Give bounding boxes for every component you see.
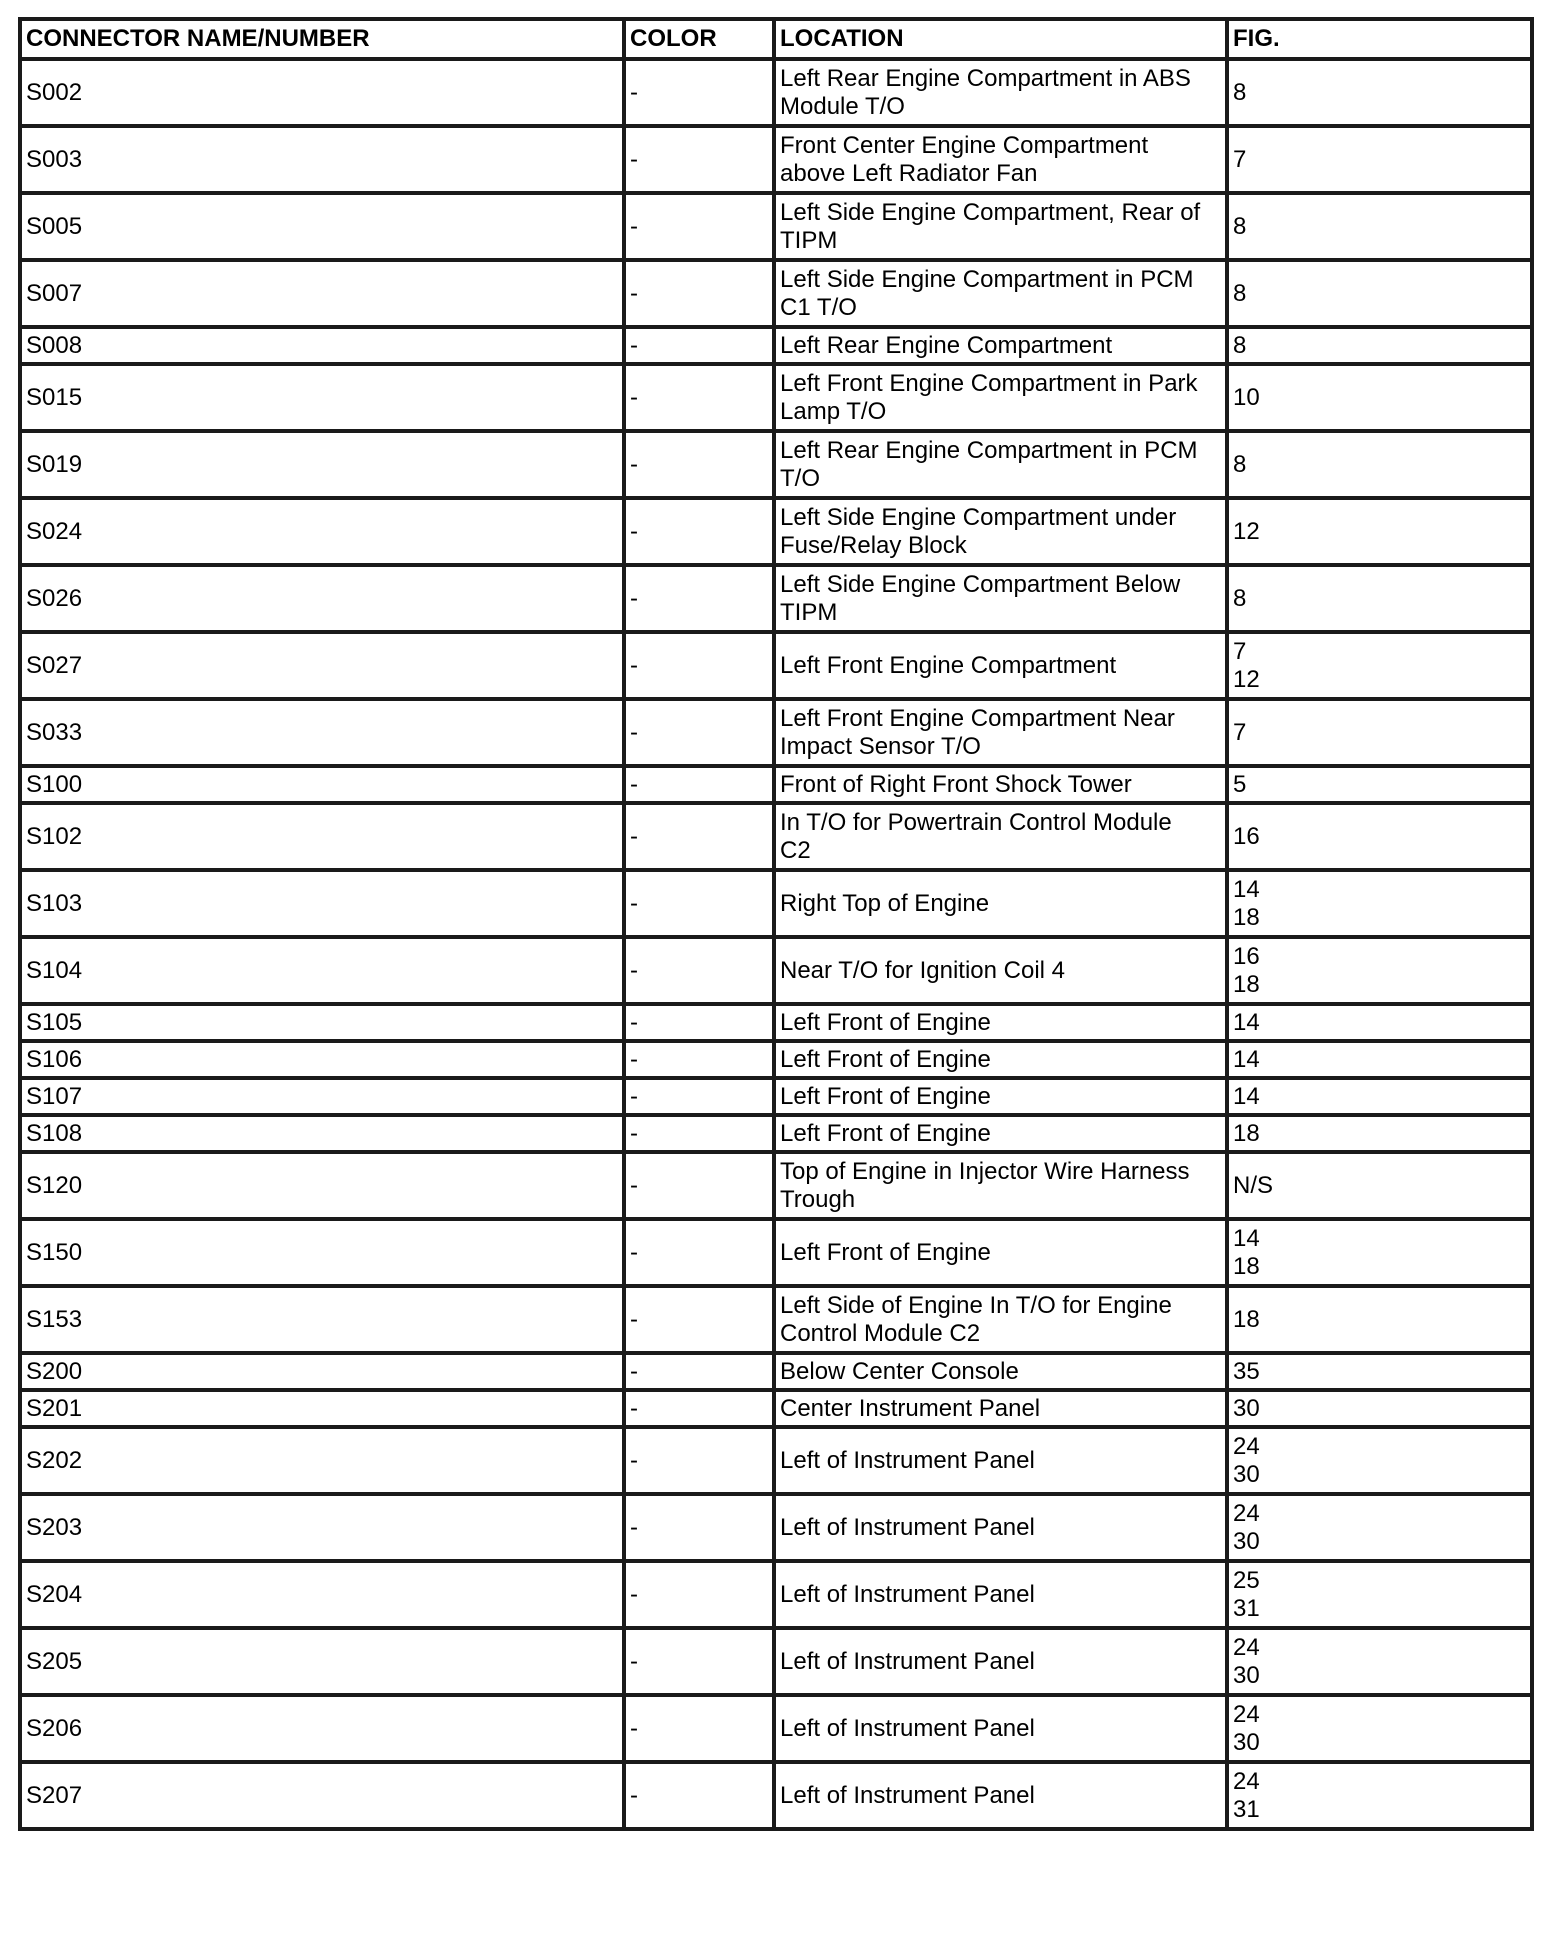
connector-name-cell: S100 bbox=[20, 766, 624, 803]
color-cell: - bbox=[624, 1494, 774, 1561]
location-cell: Left Front Engine Compartment Near Impact Sensor T/O bbox=[774, 699, 1227, 766]
connector-name-cell: S203 bbox=[20, 1494, 624, 1561]
table-row bbox=[20, 803, 1532, 870]
table-row bbox=[20, 1628, 1532, 1695]
fig-cell bbox=[1227, 1286, 1532, 1353]
connector-name-cell: S102 bbox=[20, 803, 624, 870]
fig-value: 5 bbox=[1233, 770, 1247, 798]
location-cell: Left Side Engine Compartment, Rear of TIPM bbox=[774, 193, 1227, 260]
table-row bbox=[20, 1762, 1532, 1829]
fig-cell bbox=[1227, 431, 1532, 498]
fig-cell bbox=[1227, 1390, 1532, 1427]
header-color: COLOR bbox=[624, 19, 774, 59]
fig-value: 18 bbox=[1233, 1305, 1260, 1333]
fig-value: 18 bbox=[1233, 1119, 1260, 1147]
color-cell: - bbox=[624, 870, 774, 937]
fig-cell bbox=[1227, 699, 1532, 766]
color-cell: - bbox=[624, 1762, 774, 1829]
fig-value: 24 bbox=[1233, 1432, 1260, 1460]
fig-cell bbox=[1227, 126, 1532, 193]
location-cell: Left Rear Engine Compartment in ABS Module T/O bbox=[774, 59, 1227, 126]
fig-cell bbox=[1227, 498, 1532, 565]
fig-value: 14 bbox=[1233, 1082, 1260, 1110]
fig-value: 12 bbox=[1233, 665, 1260, 693]
table-row bbox=[20, 1390, 1532, 1427]
table-row bbox=[20, 1353, 1532, 1390]
connector-name-cell: S205 bbox=[20, 1628, 624, 1695]
color-cell: - bbox=[624, 1561, 774, 1628]
connector-name-cell: S106 bbox=[20, 1041, 624, 1078]
fig-value: 14 bbox=[1233, 875, 1260, 903]
color-cell: - bbox=[624, 59, 774, 126]
fig-value: 30 bbox=[1233, 1728, 1260, 1756]
fig-value: 25 bbox=[1233, 1566, 1260, 1594]
connector-name-cell: S033 bbox=[20, 699, 624, 766]
color-cell: - bbox=[624, 1041, 774, 1078]
fig-value: 8 bbox=[1233, 450, 1247, 478]
location-cell: Near T/O for Ignition Coil 4 bbox=[774, 937, 1227, 1004]
connector-name-cell: S153 bbox=[20, 1286, 624, 1353]
table-row bbox=[20, 193, 1532, 260]
header-location: LOCATION bbox=[774, 19, 1227, 59]
header-fig: FIG. bbox=[1227, 19, 1532, 59]
fig-cell bbox=[1227, 1628, 1532, 1695]
fig-value: 30 bbox=[1233, 1460, 1260, 1488]
location-cell: Left of Instrument Panel bbox=[774, 1628, 1227, 1695]
fig-cell bbox=[1227, 1219, 1532, 1286]
header-connector: CONNECTOR NAME/NUMBER bbox=[20, 19, 624, 59]
fig-value: 35 bbox=[1233, 1357, 1260, 1385]
location-cell: Center Instrument Panel bbox=[774, 1390, 1227, 1427]
location-cell: Left Side Engine Compartment in PCM C1 T/O bbox=[774, 260, 1227, 327]
fig-value: N/S bbox=[1233, 1171, 1274, 1199]
connector-name-cell: S024 bbox=[20, 498, 624, 565]
location-cell: Right Top of Engine bbox=[774, 870, 1227, 937]
fig-cell bbox=[1227, 870, 1532, 937]
connector-name-cell: S027 bbox=[20, 632, 624, 699]
table-row bbox=[20, 126, 1532, 193]
table-row bbox=[20, 1004, 1532, 1041]
color-cell: - bbox=[624, 1219, 774, 1286]
color-cell: - bbox=[624, 1004, 774, 1041]
table-row bbox=[20, 1561, 1532, 1628]
table-row bbox=[20, 1427, 1532, 1494]
connector-name-cell: S003 bbox=[20, 126, 624, 193]
location-cell: Left of Instrument Panel bbox=[774, 1561, 1227, 1628]
connector-name-cell: S120 bbox=[20, 1152, 624, 1219]
fig-cell bbox=[1227, 193, 1532, 260]
location-cell: Left Front of Engine bbox=[774, 1004, 1227, 1041]
connector-name-cell: S026 bbox=[20, 565, 624, 632]
connector-name-cell: S200 bbox=[20, 1353, 624, 1390]
fig-value: 31 bbox=[1233, 1594, 1260, 1622]
color-cell: - bbox=[624, 632, 774, 699]
color-cell: - bbox=[624, 1286, 774, 1353]
connector-table bbox=[18, 17, 1534, 1831]
connector-name-cell: S207 bbox=[20, 1762, 624, 1829]
location-cell: Top of Engine in Injector Wire Harness Trough bbox=[774, 1152, 1227, 1219]
fig-value: 12 bbox=[1233, 517, 1260, 545]
fig-value: 18 bbox=[1233, 970, 1260, 998]
connector-name-cell: S105 bbox=[20, 1004, 624, 1041]
fig-cell bbox=[1227, 632, 1532, 699]
location-cell: Left of Instrument Panel bbox=[774, 1427, 1227, 1494]
fig-cell bbox=[1227, 565, 1532, 632]
table-row bbox=[20, 327, 1532, 364]
connector-name-cell: S007 bbox=[20, 260, 624, 327]
location-cell: Left Front Engine Compartment in Park Lamp T/O bbox=[774, 364, 1227, 431]
color-cell: - bbox=[624, 1115, 774, 1152]
location-cell: Left Front of Engine bbox=[774, 1078, 1227, 1115]
table-row bbox=[20, 1494, 1532, 1561]
color-cell: - bbox=[624, 431, 774, 498]
fig-value: 10 bbox=[1233, 383, 1260, 411]
fig-cell bbox=[1227, 1427, 1532, 1494]
fig-cell bbox=[1227, 1041, 1532, 1078]
fig-value: 8 bbox=[1233, 279, 1247, 307]
color-cell: - bbox=[624, 126, 774, 193]
location-cell: Left Front of Engine bbox=[774, 1115, 1227, 1152]
table-row bbox=[20, 1286, 1532, 1353]
fig-cell bbox=[1227, 1494, 1532, 1561]
fig-value: 30 bbox=[1233, 1394, 1260, 1422]
fig-value: 24 bbox=[1233, 1700, 1260, 1728]
fig-cell bbox=[1227, 1004, 1532, 1041]
table-row bbox=[20, 565, 1532, 632]
connector-name-cell: S201 bbox=[20, 1390, 624, 1427]
header-row bbox=[20, 19, 1532, 59]
table-row bbox=[20, 364, 1532, 431]
location-cell: Left Rear Engine Compartment bbox=[774, 327, 1227, 364]
location-cell: Left Side of Engine In T/O for Engine Control Module C2 bbox=[774, 1286, 1227, 1353]
connector-name-cell: S206 bbox=[20, 1695, 624, 1762]
fig-value: 8 bbox=[1233, 78, 1247, 106]
fig-value: 8 bbox=[1233, 331, 1247, 359]
fig-cell bbox=[1227, 1353, 1532, 1390]
fig-value: 8 bbox=[1233, 584, 1247, 612]
color-cell: - bbox=[624, 498, 774, 565]
table-row bbox=[20, 1115, 1532, 1152]
fig-cell bbox=[1227, 327, 1532, 364]
color-cell: - bbox=[624, 937, 774, 1004]
color-cell: - bbox=[624, 327, 774, 364]
fig-value: 31 bbox=[1233, 1795, 1260, 1823]
color-cell: - bbox=[624, 364, 774, 431]
fig-cell bbox=[1227, 1152, 1532, 1219]
fig-value: 24 bbox=[1233, 1767, 1260, 1795]
table-row bbox=[20, 431, 1532, 498]
fig-cell bbox=[1227, 1695, 1532, 1762]
color-cell: - bbox=[624, 1628, 774, 1695]
table-row bbox=[20, 699, 1532, 766]
table-row bbox=[20, 498, 1532, 565]
fig-cell bbox=[1227, 1115, 1532, 1152]
location-cell: Left Front of Engine bbox=[774, 1041, 1227, 1078]
fig-cell bbox=[1227, 364, 1532, 431]
connector-name-cell: S202 bbox=[20, 1427, 624, 1494]
color-cell: - bbox=[624, 803, 774, 870]
fig-value: 8 bbox=[1233, 212, 1247, 240]
fig-value: 30 bbox=[1233, 1661, 1260, 1689]
connector-name-cell: S019 bbox=[20, 431, 624, 498]
table-row bbox=[20, 1041, 1532, 1078]
fig-value: 24 bbox=[1233, 1633, 1260, 1661]
location-cell: Below Center Console bbox=[774, 1353, 1227, 1390]
location-cell: Left Front of Engine bbox=[774, 1219, 1227, 1286]
fig-cell bbox=[1227, 803, 1532, 870]
fig-value: 14 bbox=[1233, 1224, 1260, 1252]
table-row bbox=[20, 766, 1532, 803]
color-cell: - bbox=[624, 1695, 774, 1762]
table-row bbox=[20, 1078, 1532, 1115]
fig-cell bbox=[1227, 1561, 1532, 1628]
location-cell: Left Side Engine Compartment Below TIPM bbox=[774, 565, 1227, 632]
fig-value: 18 bbox=[1233, 903, 1260, 931]
location-cell: Left of Instrument Panel bbox=[774, 1695, 1227, 1762]
location-cell: Front of Right Front Shock Tower bbox=[774, 766, 1227, 803]
location-cell: In T/O for Powertrain Control Module C2 bbox=[774, 803, 1227, 870]
table-row bbox=[20, 870, 1532, 937]
color-cell: - bbox=[624, 260, 774, 327]
table-row bbox=[20, 937, 1532, 1004]
fig-value: 7 bbox=[1233, 637, 1247, 665]
location-cell: Left Front Engine Compartment bbox=[774, 632, 1227, 699]
fig-cell bbox=[1227, 1762, 1532, 1829]
color-cell: - bbox=[624, 1390, 774, 1427]
location-cell: Left Side Engine Compartment under Fuse/Relay Block bbox=[774, 498, 1227, 565]
table-row bbox=[20, 1695, 1532, 1762]
color-cell: - bbox=[624, 1353, 774, 1390]
table-row bbox=[20, 1152, 1532, 1219]
location-cell: Left Rear Engine Compartment in PCM T/O bbox=[774, 431, 1227, 498]
connector-name-cell: S015 bbox=[20, 364, 624, 431]
connector-name-cell: S005 bbox=[20, 193, 624, 260]
location-cell: Left of Instrument Panel bbox=[774, 1762, 1227, 1829]
fig-value: 14 bbox=[1233, 1045, 1260, 1073]
fig-value: 16 bbox=[1233, 822, 1260, 850]
fig-value: 30 bbox=[1233, 1527, 1260, 1555]
connector-name-cell: S150 bbox=[20, 1219, 624, 1286]
fig-value: 14 bbox=[1233, 1008, 1260, 1036]
table-row bbox=[20, 1219, 1532, 1286]
table-row bbox=[20, 59, 1532, 126]
connector-name-cell: S008 bbox=[20, 327, 624, 364]
location-cell: Left of Instrument Panel bbox=[774, 1494, 1227, 1561]
fig-value: 16 bbox=[1233, 942, 1260, 970]
color-cell: - bbox=[624, 565, 774, 632]
fig-cell bbox=[1227, 260, 1532, 327]
fig-cell bbox=[1227, 766, 1532, 803]
color-cell: - bbox=[624, 1152, 774, 1219]
table-row bbox=[20, 632, 1532, 699]
table-row bbox=[20, 260, 1532, 327]
connector-name-cell: S108 bbox=[20, 1115, 624, 1152]
fig-value: 7 bbox=[1233, 718, 1247, 746]
fig-value: 7 bbox=[1233, 145, 1247, 173]
connector-name-cell: S107 bbox=[20, 1078, 624, 1115]
color-cell: - bbox=[624, 766, 774, 803]
color-cell: - bbox=[624, 1427, 774, 1494]
table-body bbox=[20, 59, 1532, 1829]
fig-value: 18 bbox=[1233, 1252, 1260, 1280]
fig-cell bbox=[1227, 937, 1532, 1004]
color-cell: - bbox=[624, 1078, 774, 1115]
connector-name-cell: S104 bbox=[20, 937, 624, 1004]
location-cell: Front Center Engine Compartment above Left Radiator Fan bbox=[774, 126, 1227, 193]
color-cell: - bbox=[624, 193, 774, 260]
connector-name-cell: S002 bbox=[20, 59, 624, 126]
fig-value: 24 bbox=[1233, 1499, 1260, 1527]
connector-name-cell: S103 bbox=[20, 870, 624, 937]
connector-name-cell: S204 bbox=[20, 1561, 624, 1628]
fig-cell bbox=[1227, 1078, 1532, 1115]
color-cell: - bbox=[624, 699, 774, 766]
fig-cell bbox=[1227, 59, 1532, 126]
